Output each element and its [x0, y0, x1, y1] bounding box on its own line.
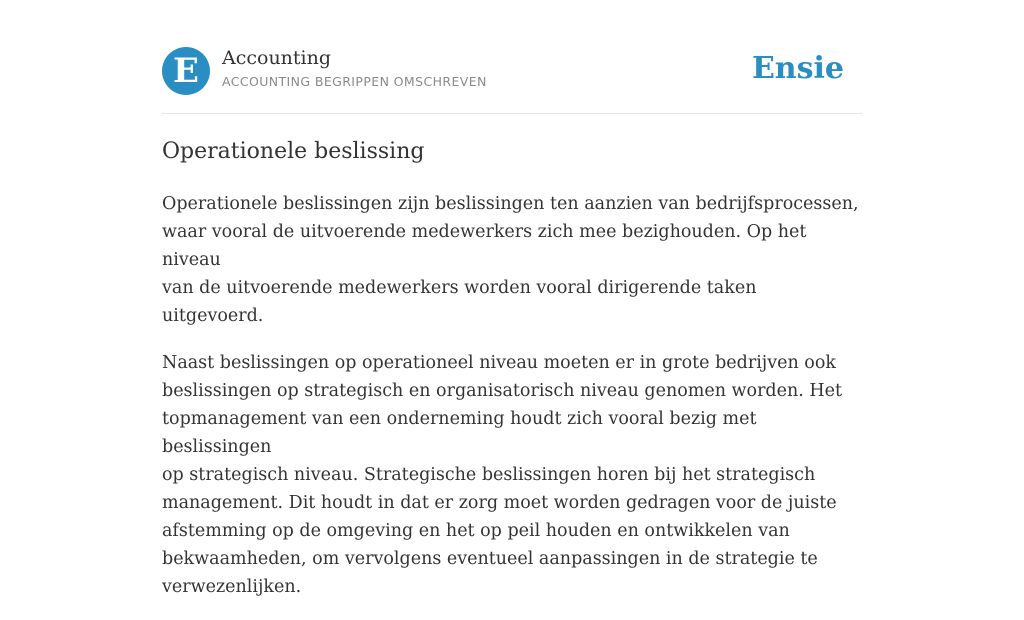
article-paragraph: Operationele beslissingen zijn beslissingen ten aanzien van bedrijfsprocessen, waar vooral de uitvoerende medewerkers zich mee bezighouden. Op het niveau van de uitvoerende medewerkers worden vooral dirigerende taken uitgevoerd. [162, 194, 859, 326]
article-body [162, 190, 862, 620]
article-paragraph: Naast beslissingen op operationeel niveau moeten er in grote bedrijven ook beslissingen op strategisch en organisatorisch niveau genomen worden. Het topmanagement van een onderneming houdt zich vooral bezig met beslissingen op strategisch niveau. Strategische beslissingen horen bij het strategisch management. Dit houdt in dat er zorg moet worden gedragen voor de juiste afstemming op de omgeving en het op peil houden en ontwikkelen van bekwaamheden, om vervolgens eventueel aanpassingen in de strategie te verwezenlijken. [162, 353, 843, 597]
site-subtitle: ACCOUNTING BEGRIPPEN OMSCHREVEN [222, 74, 487, 89]
article-title: Operationele beslissing [162, 139, 425, 164]
site-title[interactable]: Accounting [222, 47, 332, 69]
site-logo[interactable]: E [162, 47, 210, 95]
brand-logo[interactable]: Ensie [751, 51, 844, 86]
site-header [162, 40, 862, 114]
